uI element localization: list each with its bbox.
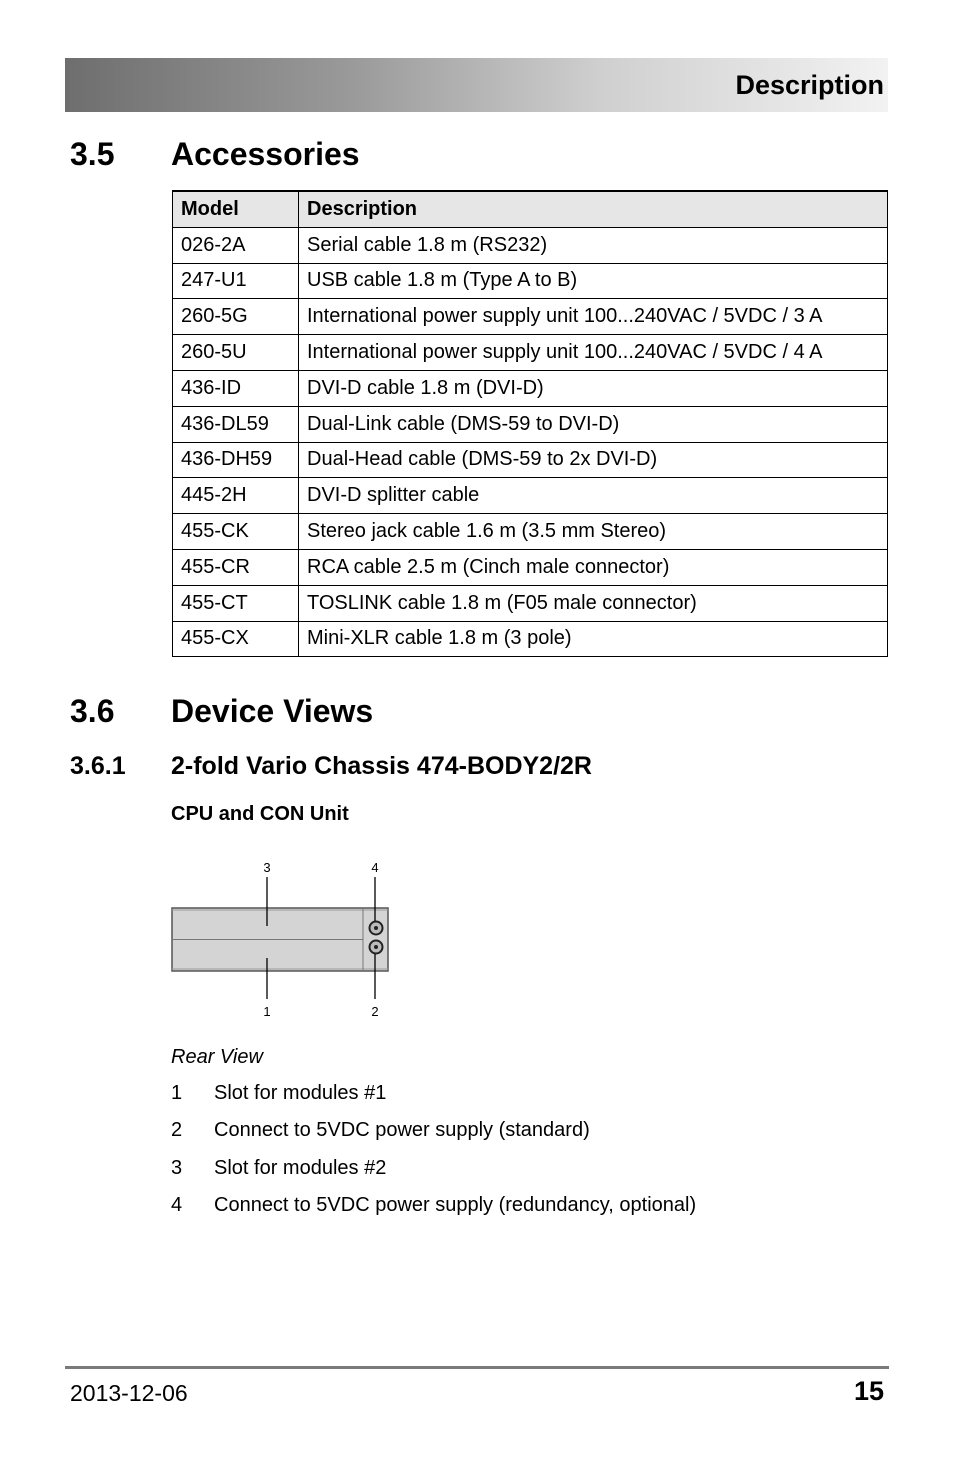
legend-item <box>171 1157 696 1194</box>
section-title: Accessories <box>171 136 360 172</box>
footer-divider <box>65 1366 889 1369</box>
table-row <box>173 442 888 478</box>
description-cell: International power supply unit 100...240VAC / 5VDC / 3 A <box>299 299 888 335</box>
description-cell: Dual-Link cable (DMS-59 to DVI-D) <box>299 406 888 442</box>
model-cell: 455-CR <box>173 549 299 585</box>
description-cell: TOSLINK cable 1.8 m (F05 male connector) <box>299 585 888 621</box>
description-cell: RCA cable 2.5 m (Cinch male connector) <box>299 549 888 585</box>
figure-legend <box>171 1082 696 1232</box>
column-header-model: Model <box>173 191 299 227</box>
model-cell: 436-ID <box>173 370 299 406</box>
model-cell: 260-5U <box>173 335 299 371</box>
legend-item <box>171 1119 696 1156</box>
section-number: 3.6 <box>70 693 115 729</box>
table-row <box>173 299 888 335</box>
legend-number: 1 <box>171 1082 183 1104</box>
chassis-rear-view-figure <box>165 855 405 1025</box>
legend-number: 4 <box>171 1194 183 1217</box>
legend-number: 2 <box>171 1119 183 1142</box>
table-row <box>173 621 888 657</box>
model-cell: 436-DH59 <box>173 442 299 478</box>
legend-text: Slot for modules #2 <box>214 1156 387 1179</box>
model-cell: 455-CK <box>173 514 299 550</box>
table-row <box>173 370 888 406</box>
section-number: 3.5 <box>70 136 115 172</box>
accessories-table <box>172 190 888 657</box>
legend-text: Slot for modules #1 <box>214 1082 387 1104</box>
callout-label: 2 <box>371 1004 379 1019</box>
power-jack-icon <box>370 941 383 954</box>
table-row <box>173 514 888 550</box>
model-cell: 247-U1 <box>173 263 299 299</box>
description-cell: USB cable 1.8 m (Type A to B) <box>299 263 888 299</box>
model-cell: 445-2H <box>173 478 299 514</box>
table-header-row <box>173 191 888 227</box>
legend-text: Connect to 5VDC power supply (redundancy, optional) <box>214 1194 697 1217</box>
table-row <box>173 227 888 263</box>
legend-item <box>171 1082 696 1119</box>
description-cell: DVI-D splitter cable <box>299 478 888 514</box>
section-heading-device-views <box>70 693 373 730</box>
model-cell: 026-2A <box>173 227 299 263</box>
model-cell: 436-DL59 <box>173 406 299 442</box>
table-row <box>173 335 888 371</box>
description-cell: Mini-XLR cable 1.8 m (3 pole) <box>299 621 888 657</box>
description-cell: DVI-D cable 1.8 m (DVI-D) <box>299 370 888 406</box>
subsection-title: 2-fold Vario Chassis 474-BODY2/2R <box>171 752 592 780</box>
model-cell: 455-CX <box>173 621 299 657</box>
description-cell: Stereo jack cable 1.6 m (3.5 mm Stereo) <box>299 514 888 550</box>
callout-label: 1 <box>263 1004 271 1019</box>
table-row <box>173 585 888 621</box>
page-number: 15 <box>853 1376 884 1406</box>
callout-label: 3 <box>263 860 271 875</box>
model-cell: 260-5G <box>173 299 299 335</box>
header-bar <box>65 58 888 112</box>
model-cell: 455-CT <box>173 585 299 621</box>
footer-date: 2013-12-06 <box>70 1380 188 1406</box>
callout-label: 4 <box>371 860 379 875</box>
section-heading-accessories <box>70 136 360 173</box>
legend-text: Connect to 5VDC power supply (standard) <box>214 1119 590 1142</box>
header-title: Description <box>735 70 884 100</box>
description-cell: Serial cable 1.8 m (RS232) <box>299 227 888 263</box>
figure-caption: Rear View <box>171 1046 263 1068</box>
subsection-heading-chassis <box>70 752 592 781</box>
unit-heading: CPU and CON Unit <box>171 803 349 825</box>
table-row <box>173 263 888 299</box>
legend-item <box>171 1194 696 1231</box>
table-row <box>173 549 888 585</box>
section-title: Device Views <box>171 693 374 729</box>
legend-number: 3 <box>171 1156 183 1179</box>
description-cell: Dual-Head cable (DMS-59 to 2x DVI-D) <box>299 442 888 478</box>
table-row <box>173 406 888 442</box>
description-cell: International power supply unit 100...240VAC / 5VDC / 4 A <box>299 335 888 371</box>
subsection-number: 3.6.1 <box>70 752 126 780</box>
table-row <box>173 478 888 514</box>
column-header-description: Description <box>299 191 888 227</box>
power-jack-icon <box>370 922 383 935</box>
